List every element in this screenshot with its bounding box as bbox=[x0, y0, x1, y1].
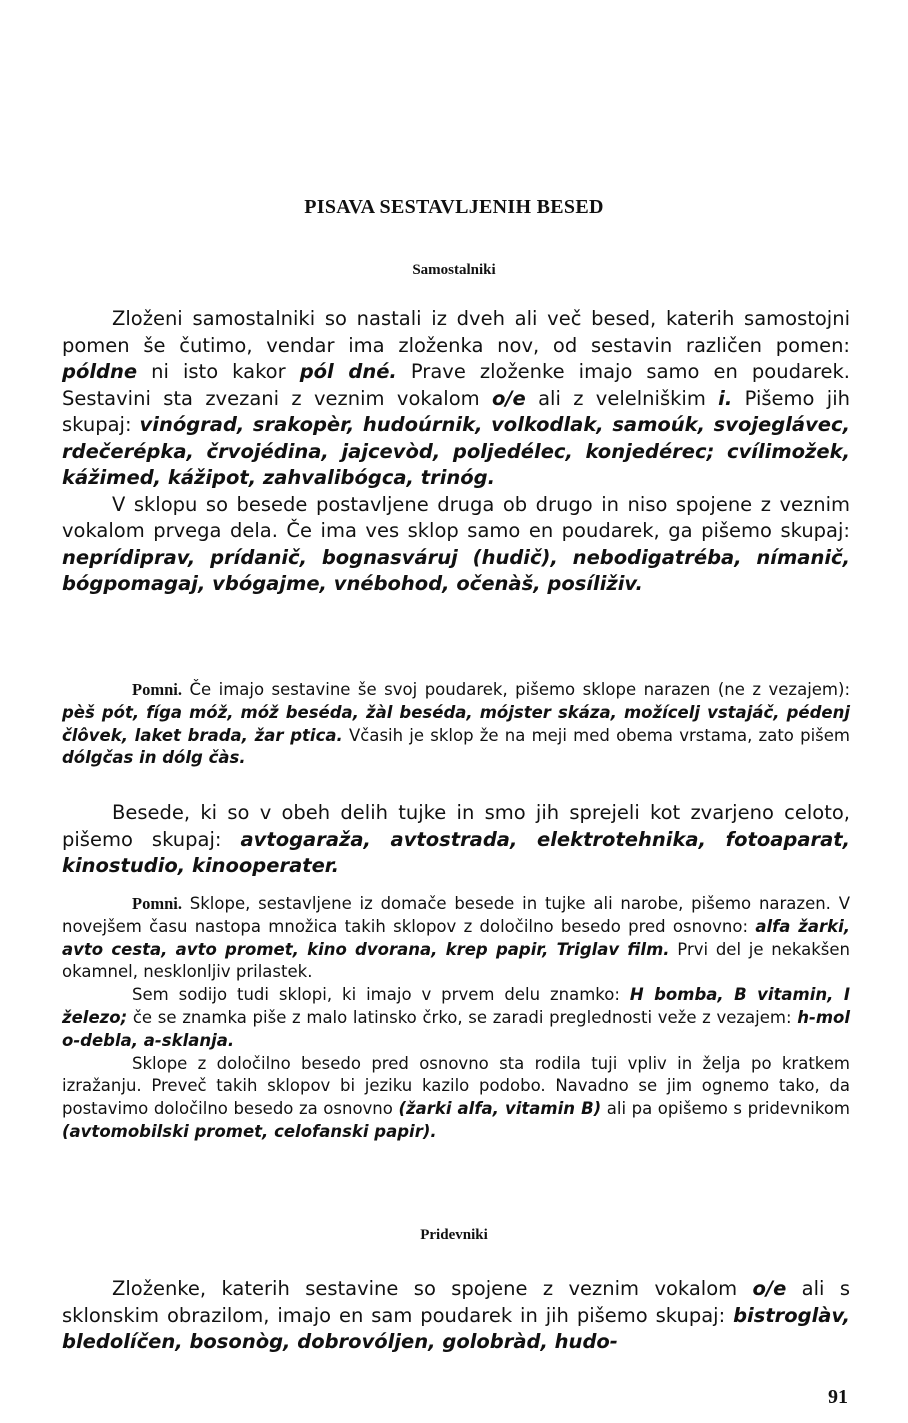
note-pomni-2: Pomni. Sklope, sestavljene iz domače besede in tujke ali narobe, pišemo narazen. V novejšem času nastopa množica takih sklopov z določilno besedo pred osnovno: alfa žarki, avto cesta, avto promet, kino dvorana, krep papir, Triglav film. Prvi del je nekakšen okamnel, nesklonljiv prilastek. Sem sodijo tudi sklopi, ki imajo v prvem delu znamko: H bomba, B vitamin, I železo; če se znamka piše z malo latinsko črko, se zaradi preglednosti veže z vezajem: h-mol o-debla, a-sklanja. Sklope z določilno besedo pred osnovno sta rodila tuji vpliv in želja po kratkem izražanju. Preveč takih sklopov bi jeziku kazilo podobo. Navadno se jim ognemo tako, da postavimo določilno besedo za osnovno (žarki alfa, vitamin B) ali pa opišemo s pridevnikom (avtomobilski promet, celofanski papir). bbox=[62, 893, 850, 1144]
paragraph-compound-nouns bbox=[62, 306, 850, 598]
note-lead: Pomni. bbox=[132, 894, 182, 913]
note-paragraph-foreign-influence: Sklope z določilno besedo pred osnovno sta rodila tuji vpliv in želja po kratkem izražanju. Preveč takih sklopov bi jeziku kazilo podobo. Navadno se jim ognemo tako, da postavimo določilno besedo za osnovno (žarki alfa, vitamin B) ali pa opišemo s pridevnikom (avtomobilski promet, celofanski papir). bbox=[62, 1053, 851, 1141]
note-paragraph-markings: Sem sodijo tudi sklopi, ki imajo v prvem delu znamko: H bomba, B vitamin, I železo; če se znamka piše z malo latinsko črko, se zaradi preglednosti veže z vezajem: h-mol o-debla, a-sklanja. bbox=[62, 985, 850, 1050]
note-pomni-1: Pomni. Če imajo sestavine še svoj poudarek, pišemo sklope narazen (ne z vezajem): pèš pót, fíga móž, móž beséda, žàl beséda, mójster skáza, možícelj vstajáč, pédenj člôvek, laket brada, žar ptica. Včasih je sklop že na meji med obema vrstama, zato pišem dólgčas in dólg čàs. bbox=[62, 680, 850, 768]
section-heading-samostalniki: Samostalniki bbox=[412, 262, 496, 278]
paragraph-4: Zloženke, katerih sestavine so spojene z veznim vokalom o/e ali s sklonskim obrazilom, imajo en sam poudarek in jih pišemo skupaj: bistroglàv, bledolíčen, bosonòg, dobrovóljen, golobràd, hudo- bbox=[62, 1277, 851, 1353]
paragraph-3: Besede, ki so v obeh delih tujke in smo jih sprejeli kot zvarjeno celoto, pišemo skupaj: avtogaraža, avtostrada, elektrotehnika, fotoaparat, kinostudio, kinooperater. bbox=[62, 801, 850, 877]
paragraph-2: V sklopu so besede postavljene druga ob drugo in niso spojene z veznim vokalom prvega dela. Če ima ves sklop samo en poudarek, ga pišemo skupaj: neprídiprav, prídanič, bognasváruj (hudič), nebodigatréba, nímanič, bógpomagaj, vbógajme, vnébohod, očenàš, posíliživ. bbox=[62, 492, 850, 595]
note-lead: Pomni. bbox=[132, 680, 182, 699]
paragraph-compound-adjectives bbox=[62, 1276, 850, 1356]
paragraph-foreign-words bbox=[62, 800, 850, 880]
page-title: PISAVA SESTAVLJENIH BESED bbox=[304, 196, 604, 218]
section-heading-pridevniki: Pridevniki bbox=[420, 1227, 488, 1243]
paragraph-1: Zloženi samostalniki so nastali iz dveh ali več besed, katerih samostojni pomen še čutimo, vendar ima zloženka nov, od sestavin različen pomen: póldne ni isto kakor pól dné. Prave zloženke imajo samo en poudarek. Sestavini sta zvezani z veznim vokalom o/e ali z velelniškim i. Pišemo jih skupaj: vinógrad, srakopèr, hudoúrnik, volkodlak, samoúk, svojeglávec, rdečerépka, črvojédina, jajcevòd, poljedélec, konjedérec; cvílimožek, kážimed, kážipot, zahvalibógca, trinóg. bbox=[62, 307, 850, 489]
page-number: 91 bbox=[828, 1386, 848, 1408]
